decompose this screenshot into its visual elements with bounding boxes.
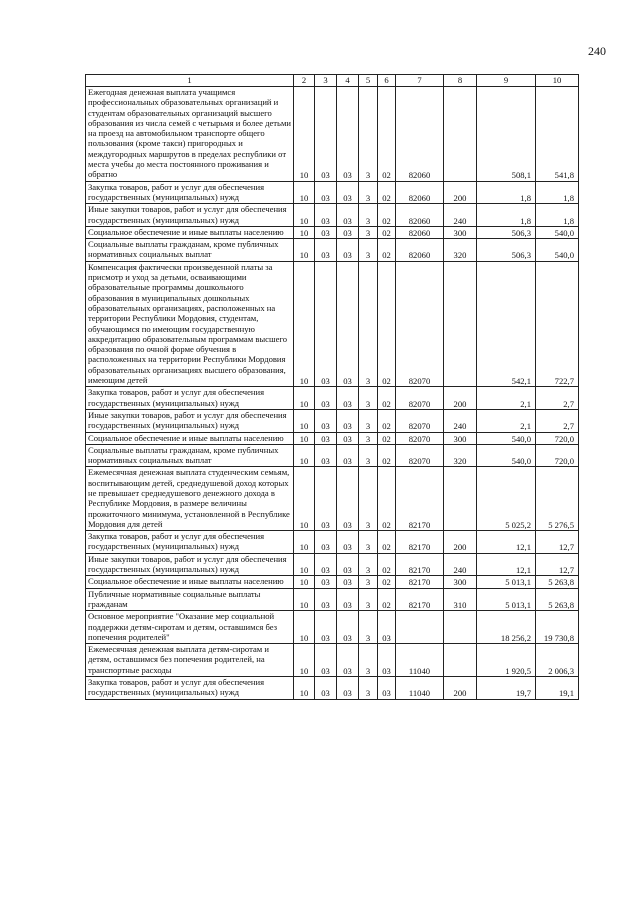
table-row — [86, 644, 579, 677]
table-row — [86, 387, 579, 410]
row-name: Ежемесячная денежная выплата студенческим семьям, воспитывающим детей, среднедушевой доход которых не превышает среднедушевого денежного дохода в Республике Мордовия, в размере величины прожиточного минимума, установленной в Республике Мордовия для детей — [86, 467, 294, 531]
table-row — [86, 553, 579, 576]
program-code: 03 — [337, 611, 359, 644]
amount-year-1: 2,1 — [477, 387, 536, 410]
amount-year-1: 1,8 — [477, 181, 536, 204]
amount-year-1: 2,1 — [477, 409, 536, 432]
subprogram-code: 3 — [359, 204, 378, 227]
program-code: 03 — [337, 677, 359, 700]
subsection-code: 03 — [315, 409, 337, 432]
event-code: 02 — [378, 387, 396, 410]
amount-year-2: 2 006,3 — [536, 644, 579, 677]
column-header: 1 — [86, 75, 294, 87]
amount-year-2: 720,0 — [536, 432, 579, 444]
event-code: 03 — [378, 611, 396, 644]
subprogram-code: 3 — [359, 261, 378, 387]
row-name: Социальные выплаты гражданам, кроме публичных нормативных социальных выплат — [86, 239, 294, 262]
direction-code: 82070 — [396, 261, 444, 387]
subsection-code: 03 — [315, 553, 337, 576]
expense-type-code: 320 — [444, 239, 477, 262]
expense-type-code: 300 — [444, 226, 477, 238]
subprogram-code: 3 — [359, 444, 378, 467]
direction-code: 82060 — [396, 181, 444, 204]
amount-year-1: 12,1 — [477, 553, 536, 576]
table-row — [86, 531, 579, 554]
expense-type-code — [444, 261, 477, 387]
subsection-code: 03 — [315, 239, 337, 262]
expense-type-code — [444, 644, 477, 677]
direction-code — [396, 611, 444, 644]
column-header: 3 — [315, 75, 337, 87]
expense-type-code: 200 — [444, 677, 477, 700]
amount-year-1: 508,1 — [477, 87, 536, 182]
row-name: Иные закупки товаров, работ и услуг для обеспечения государственных (муниципальных) нужд — [86, 553, 294, 576]
page-number: 240 — [588, 44, 606, 58]
direction-code: 82170 — [396, 553, 444, 576]
subprogram-code: 3 — [359, 409, 378, 432]
subprogram-code: 3 — [359, 432, 378, 444]
program-code: 03 — [337, 226, 359, 238]
event-code: 02 — [378, 444, 396, 467]
column-header: 7 — [396, 75, 444, 87]
direction-code: 11040 — [396, 644, 444, 677]
program-code: 03 — [337, 409, 359, 432]
amount-year-1: 542,1 — [477, 261, 536, 387]
event-code: 02 — [378, 87, 396, 182]
section-code: 10 — [294, 611, 315, 644]
subsection-code: 03 — [315, 261, 337, 387]
table-row — [86, 588, 579, 611]
section-code: 10 — [294, 239, 315, 262]
column-header: 10 — [536, 75, 579, 87]
amount-year-2: 541,8 — [536, 87, 579, 182]
direction-code: 82060 — [396, 239, 444, 262]
section-code: 10 — [294, 432, 315, 444]
table-row — [86, 87, 579, 182]
row-name: Иные закупки товаров, работ и услуг для обеспечения государственных (муниципальных) нужд — [86, 409, 294, 432]
subprogram-code: 3 — [359, 576, 378, 588]
row-name: Основное мероприятие "Оказание мер социальной поддержки детям-сиротам и детям, оставшимся без попечения родителей" — [86, 611, 294, 644]
row-name: Закупка товаров, работ и услуг для обеспечения государственных (муниципальных) нужд — [86, 677, 294, 700]
amount-year-2: 19,1 — [536, 677, 579, 700]
table-row — [86, 181, 579, 204]
subsection-code: 03 — [315, 611, 337, 644]
amount-year-1: 540,0 — [477, 444, 536, 467]
event-code: 02 — [378, 576, 396, 588]
column-header: 8 — [444, 75, 477, 87]
direction-code: 82060 — [396, 87, 444, 182]
subprogram-code: 3 — [359, 239, 378, 262]
row-name: Закупка товаров, работ и услуг для обеспечения государственных (муниципальных) нужд — [86, 531, 294, 554]
expense-type-code: 240 — [444, 553, 477, 576]
budget-table — [85, 74, 579, 700]
program-code: 03 — [337, 444, 359, 467]
expense-type-code: 300 — [444, 432, 477, 444]
program-code: 03 — [337, 644, 359, 677]
amount-year-1: 1 920,5 — [477, 644, 536, 677]
amount-year-1: 506,3 — [477, 239, 536, 262]
amount-year-2: 720,0 — [536, 444, 579, 467]
event-code: 02 — [378, 553, 396, 576]
event-code: 02 — [378, 204, 396, 227]
expense-type-code: 200 — [444, 387, 477, 410]
direction-code: 82070 — [396, 409, 444, 432]
subsection-code: 03 — [315, 531, 337, 554]
amount-year-2: 540,0 — [536, 239, 579, 262]
amount-year-1: 12,1 — [477, 531, 536, 554]
subsection-code: 03 — [315, 181, 337, 204]
event-code: 02 — [378, 531, 396, 554]
subprogram-code: 3 — [359, 553, 378, 576]
subprogram-code: 3 — [359, 467, 378, 531]
table-row — [86, 239, 579, 262]
subsection-code: 03 — [315, 87, 337, 182]
amount-year-2: 722,7 — [536, 261, 579, 387]
program-code: 03 — [337, 576, 359, 588]
program-code: 03 — [337, 432, 359, 444]
expense-type-code: 240 — [444, 204, 477, 227]
table-body — [86, 87, 579, 700]
section-code: 10 — [294, 87, 315, 182]
row-name: Социальное обеспечение и иные выплаты населению — [86, 226, 294, 238]
expense-type-code — [444, 611, 477, 644]
table-row — [86, 261, 579, 387]
direction-code: 11040 — [396, 677, 444, 700]
direction-code: 82170 — [396, 467, 444, 531]
section-code: 10 — [294, 588, 315, 611]
event-code: 02 — [378, 226, 396, 238]
table-row — [86, 444, 579, 467]
section-code: 10 — [294, 181, 315, 204]
subsection-code: 03 — [315, 432, 337, 444]
direction-code: 82170 — [396, 531, 444, 554]
subsection-code: 03 — [315, 644, 337, 677]
event-code: 02 — [378, 409, 396, 432]
subsection-code: 03 — [315, 677, 337, 700]
section-code: 10 — [294, 576, 315, 588]
amount-year-1: 540,0 — [477, 432, 536, 444]
subsection-code: 03 — [315, 226, 337, 238]
subsection-code: 03 — [315, 467, 337, 531]
column-header: 2 — [294, 75, 315, 87]
direction-code: 82170 — [396, 576, 444, 588]
section-code: 10 — [294, 409, 315, 432]
table-row — [86, 204, 579, 227]
table-row — [86, 467, 579, 531]
subsection-code: 03 — [315, 204, 337, 227]
column-header: 5 — [359, 75, 378, 87]
row-name: Закупка товаров, работ и услуг для обеспечения государственных (муниципальных) нужд — [86, 387, 294, 410]
event-code: 03 — [378, 644, 396, 677]
subsection-code: 03 — [315, 444, 337, 467]
program-code: 03 — [337, 87, 359, 182]
section-code: 10 — [294, 204, 315, 227]
program-code: 03 — [337, 553, 359, 576]
row-name: Социальное обеспечение и иные выплаты населению — [86, 576, 294, 588]
event-code: 02 — [378, 181, 396, 204]
subprogram-code: 3 — [359, 387, 378, 410]
row-name: Публичные нормативные социальные выплаты гражданам — [86, 588, 294, 611]
amount-year-1: 18 256,2 — [477, 611, 536, 644]
program-code: 03 — [337, 588, 359, 611]
subprogram-code: 3 — [359, 644, 378, 677]
table-row — [86, 677, 579, 700]
event-code: 02 — [378, 588, 396, 611]
amount-year-2: 1,8 — [536, 204, 579, 227]
amount-year-2: 540,0 — [536, 226, 579, 238]
row-name: Социальные выплаты гражданам, кроме публичных нормативных социальных выплат — [86, 444, 294, 467]
event-code: 02 — [378, 432, 396, 444]
amount-year-2: 5 276,5 — [536, 467, 579, 531]
table-row — [86, 432, 579, 444]
direction-code: 82070 — [396, 387, 444, 410]
subprogram-code: 3 — [359, 226, 378, 238]
amount-year-2: 12,7 — [536, 553, 579, 576]
section-code: 10 — [294, 531, 315, 554]
row-name: Закупка товаров, работ и услуг для обеспечения государственных (муниципальных) нужд — [86, 181, 294, 204]
section-code: 10 — [294, 444, 315, 467]
section-code: 10 — [294, 553, 315, 576]
event-code: 02 — [378, 239, 396, 262]
program-code: 03 — [337, 181, 359, 204]
expense-type-code: 310 — [444, 588, 477, 611]
expense-type-code — [444, 87, 477, 182]
expense-type-code: 200 — [444, 181, 477, 204]
row-name: Ежемесячная денежная выплата детям-сиротам и детям, оставшимся без попечения родителей, на транспортные расходы — [86, 644, 294, 677]
subsection-code: 03 — [315, 576, 337, 588]
expense-type-code — [444, 467, 477, 531]
table-row — [86, 611, 579, 644]
event-code: 02 — [378, 261, 396, 387]
amount-year-1: 5 013,1 — [477, 576, 536, 588]
column-header: 9 — [477, 75, 536, 87]
row-name: Компенсация фактически произведенной платы за присмотр и уход за детьми, осваивающими образовательные программы дошкольного образования в муниципальных дошкольных образовательных организациях, расположенных на территории Республики Мордовия, студентам, обучающимся по имеющим государственную аккредитацию образовательным программам высшего образования по очной форме обучения в расположенных на территории Республики Мордовия образовательных организациях высшего образования, имеющим детей — [86, 261, 294, 387]
direction-code: 82060 — [396, 226, 444, 238]
direction-code: 82070 — [396, 444, 444, 467]
table-row — [86, 409, 579, 432]
amount-year-2: 2,7 — [536, 409, 579, 432]
subprogram-code: 3 — [359, 531, 378, 554]
amount-year-2: 12,7 — [536, 531, 579, 554]
column-header: 6 — [378, 75, 396, 87]
section-code: 10 — [294, 261, 315, 387]
program-code: 03 — [337, 531, 359, 554]
table-row — [86, 226, 579, 238]
amount-year-1: 5 025,2 — [477, 467, 536, 531]
subprogram-code: 3 — [359, 611, 378, 644]
row-name: Ежегодная денежная выплата учащимся профессиональных образовательных организаций и студентам образовательных организаций высшего образования из числа семей с четырьмя и более детьми на проезд на автомобильном транспорте общего пользования (кроме такси) пригородных и междугородных маршрутов в пределах республики от места учебы до места постоянного проживания и обратно — [86, 87, 294, 182]
direction-code: 82060 — [396, 204, 444, 227]
expense-type-code: 200 — [444, 531, 477, 554]
subprogram-code: 3 — [359, 181, 378, 204]
amount-year-2: 19 730,8 — [536, 611, 579, 644]
program-code: 03 — [337, 239, 359, 262]
row-name: Иные закупки товаров, работ и услуг для обеспечения государственных (муниципальных) нужд — [86, 204, 294, 227]
column-header: 4 — [337, 75, 359, 87]
section-code: 10 — [294, 387, 315, 410]
subprogram-code: 3 — [359, 677, 378, 700]
section-code: 10 — [294, 677, 315, 700]
amount-year-2: 1,8 — [536, 181, 579, 204]
section-code: 10 — [294, 467, 315, 531]
amount-year-1: 1,8 — [477, 204, 536, 227]
program-code: 03 — [337, 387, 359, 410]
row-name: Социальное обеспечение и иные выплаты населению — [86, 432, 294, 444]
subsection-code: 03 — [315, 588, 337, 611]
expense-type-code: 320 — [444, 444, 477, 467]
table-header-row — [86, 75, 579, 87]
section-code: 10 — [294, 226, 315, 238]
amount-year-1: 5 013,1 — [477, 588, 536, 611]
program-code: 03 — [337, 261, 359, 387]
subsection-code: 03 — [315, 387, 337, 410]
direction-code: 82170 — [396, 588, 444, 611]
subprogram-code: 3 — [359, 87, 378, 182]
amount-year-2: 2,7 — [536, 387, 579, 410]
event-code: 03 — [378, 677, 396, 700]
amount-year-2: 5 263,8 — [536, 588, 579, 611]
expense-type-code: 240 — [444, 409, 477, 432]
amount-year-2: 5 263,8 — [536, 576, 579, 588]
section-code: 10 — [294, 644, 315, 677]
program-code: 03 — [337, 204, 359, 227]
subprogram-code: 3 — [359, 588, 378, 611]
amount-year-1: 506,3 — [477, 226, 536, 238]
expense-type-code: 300 — [444, 576, 477, 588]
direction-code: 82070 — [396, 432, 444, 444]
event-code: 02 — [378, 467, 396, 531]
amount-year-1: 19,7 — [477, 677, 536, 700]
program-code: 03 — [337, 467, 359, 531]
table-row — [86, 576, 579, 588]
